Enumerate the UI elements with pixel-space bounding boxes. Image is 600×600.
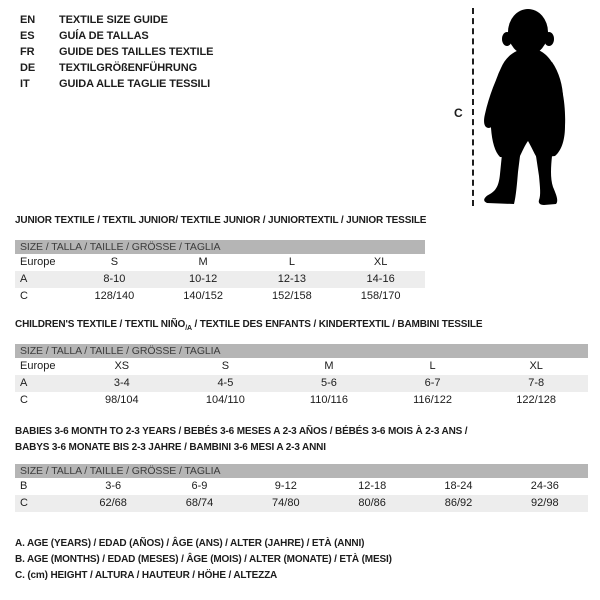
table-cell: 3-6	[105, 480, 122, 492]
language-title: GUÍA DE TALLAS	[59, 30, 149, 42]
table-cell: 12-13	[277, 273, 306, 285]
table-cell: XL	[529, 360, 543, 372]
babies-title-line1: BABIES 3-6 MONTH TO 2-3 YEARS / BEBÉS 3-6 MESES A 2-3 AÑOS / BÉBÉS 3-6 MOIS À 2-3 ANS /	[15, 426, 468, 437]
table-cell: 140/152	[183, 290, 223, 302]
table-cell: 104/110	[205, 394, 245, 406]
table-cell: XS	[114, 360, 130, 372]
table-cell: M	[198, 256, 208, 268]
row-label: Europe	[20, 360, 56, 372]
table-cell: 74/80	[272, 497, 300, 509]
table-cell: S	[221, 360, 230, 372]
table-cell: 80/86	[358, 497, 386, 509]
language-row-it	[20, 76, 213, 92]
row-label: A	[20, 273, 28, 285]
language-code: EN	[20, 14, 36, 26]
babies-size-table	[15, 464, 588, 512]
language-code: IT	[20, 78, 30, 90]
table-cell: 6-9	[191, 480, 208, 492]
table-cell: 5-6	[321, 377, 337, 389]
table-cell: M	[324, 360, 334, 372]
language-row-en	[20, 12, 213, 28]
table-cell: 8-10	[103, 273, 126, 285]
table-cell: 110/116	[309, 394, 349, 406]
row-label: C	[20, 290, 28, 302]
height-measure-dashed-line	[472, 8, 474, 206]
row-label: C	[20, 394, 28, 406]
table-cell: 152/158	[271, 290, 312, 302]
junior-size-table	[15, 240, 425, 305]
table-cell: 158/170	[360, 290, 401, 302]
language-row-de	[20, 60, 213, 76]
table-cell: 6-7	[424, 377, 441, 389]
children-title-sub: /A	[185, 325, 192, 332]
language-row-es	[20, 28, 213, 44]
table-cell: 9-12	[274, 480, 297, 492]
table-row	[15, 478, 588, 495]
table-cell: XL	[373, 256, 388, 268]
size-header-bar: SIZE / TALLA / TAILLE / GRÖSSE / TAGLIA	[15, 344, 588, 358]
language-code: DE	[20, 62, 36, 74]
table-row	[15, 271, 425, 288]
table-cell: 3-4	[113, 377, 130, 389]
table-row	[15, 375, 588, 392]
height-measure-label: C	[454, 106, 463, 120]
table-cell: 24-36	[530, 480, 559, 492]
table-cell: S	[110, 256, 119, 268]
table-cell: 68/74	[185, 497, 214, 509]
table-cell: 128/140	[94, 290, 135, 302]
children-title-post: / TEXTILE DES ENFANTS / KINDERTEXTIL / BAMBINI TESSILE	[191, 319, 483, 330]
footnotes	[15, 536, 392, 584]
table-cell: 92/98	[531, 497, 559, 509]
toddler-silhouette-icon	[482, 6, 574, 206]
babies-table-title	[15, 424, 467, 456]
table-cell: 62/68	[99, 497, 127, 509]
language-title: GUIDA ALLE TAGLIE TESSILI	[59, 78, 211, 90]
table-row	[15, 495, 588, 512]
table-cell: 98/104	[104, 394, 139, 406]
children-title-pre: CHILDREN'S TEXTILE / TEXTIL NIÑO	[15, 319, 186, 330]
language-row-fr	[20, 44, 213, 60]
table-row	[15, 288, 425, 305]
size-header-bar: SIZE / TALLA / TAILLE / GRÖSSE / TAGLIA	[15, 240, 425, 254]
table-cell: L	[288, 256, 295, 268]
table-cell: 4-5	[217, 377, 234, 389]
footnote-a: A. AGE (YEARS) / EDAD (AÑOS) / ÂGE (ANS) / ALTER (JAHRE) / ETÀ (ANNI)	[15, 538, 365, 549]
size-header-bar: SIZE / TALLA / TAILLE / GRÖSSE / TAGLIA	[15, 464, 588, 478]
table-cell: 116/122	[413, 394, 453, 406]
language-code: ES	[20, 30, 35, 42]
language-legend	[20, 12, 213, 92]
row-label: C	[20, 497, 28, 509]
table-row	[15, 358, 588, 375]
table-row	[15, 392, 588, 409]
row-label: Europe	[20, 256, 56, 268]
row-label: B	[20, 480, 28, 492]
footnote-c: C. (cm) HEIGHT / ALTURA / HAUTEUR / HÖHE / ALTEZZA	[15, 570, 278, 581]
language-code: FR	[20, 46, 35, 58]
table-cell: 12-18	[358, 480, 387, 492]
language-title: TEXTILE SIZE GUIDE	[59, 14, 168, 26]
row-label: A	[20, 377, 28, 389]
language-title: GUIDE DES TAILLES TEXTILE	[59, 46, 214, 58]
table-cell: 86/92	[444, 497, 473, 509]
footnote-b: B. AGE (MONTHS) / EDAD (MESES) / ÂGE (MOIS) / ALTER (MONATE) / ETÀ (MESI)	[15, 554, 392, 565]
table-cell: 10-12	[189, 273, 218, 285]
table-cell: L	[429, 360, 436, 372]
table-cell: 122/128	[516, 394, 557, 406]
language-title: TEXTILGRÖßENFÜHRUNG	[59, 62, 198, 74]
table-cell: 7-8	[528, 377, 545, 389]
table-cell: 14-16	[366, 273, 395, 285]
children-table-title	[15, 319, 482, 332]
table-row	[15, 254, 425, 271]
table-cell: 18-24	[444, 480, 473, 492]
junior-table-title: JUNIOR TEXTILE / TEXTIL JUNIOR/ TEXTILE JUNIOR / JUNIORTEXTIL / JUNIOR TESSILE	[15, 215, 427, 226]
babies-title-line2: BABYS 3-6 MONATE BIS 2-3 JAHRE / BAMBINI 3-6 MESI A 2-3 ANNI	[15, 442, 326, 453]
children-size-table	[15, 344, 588, 409]
